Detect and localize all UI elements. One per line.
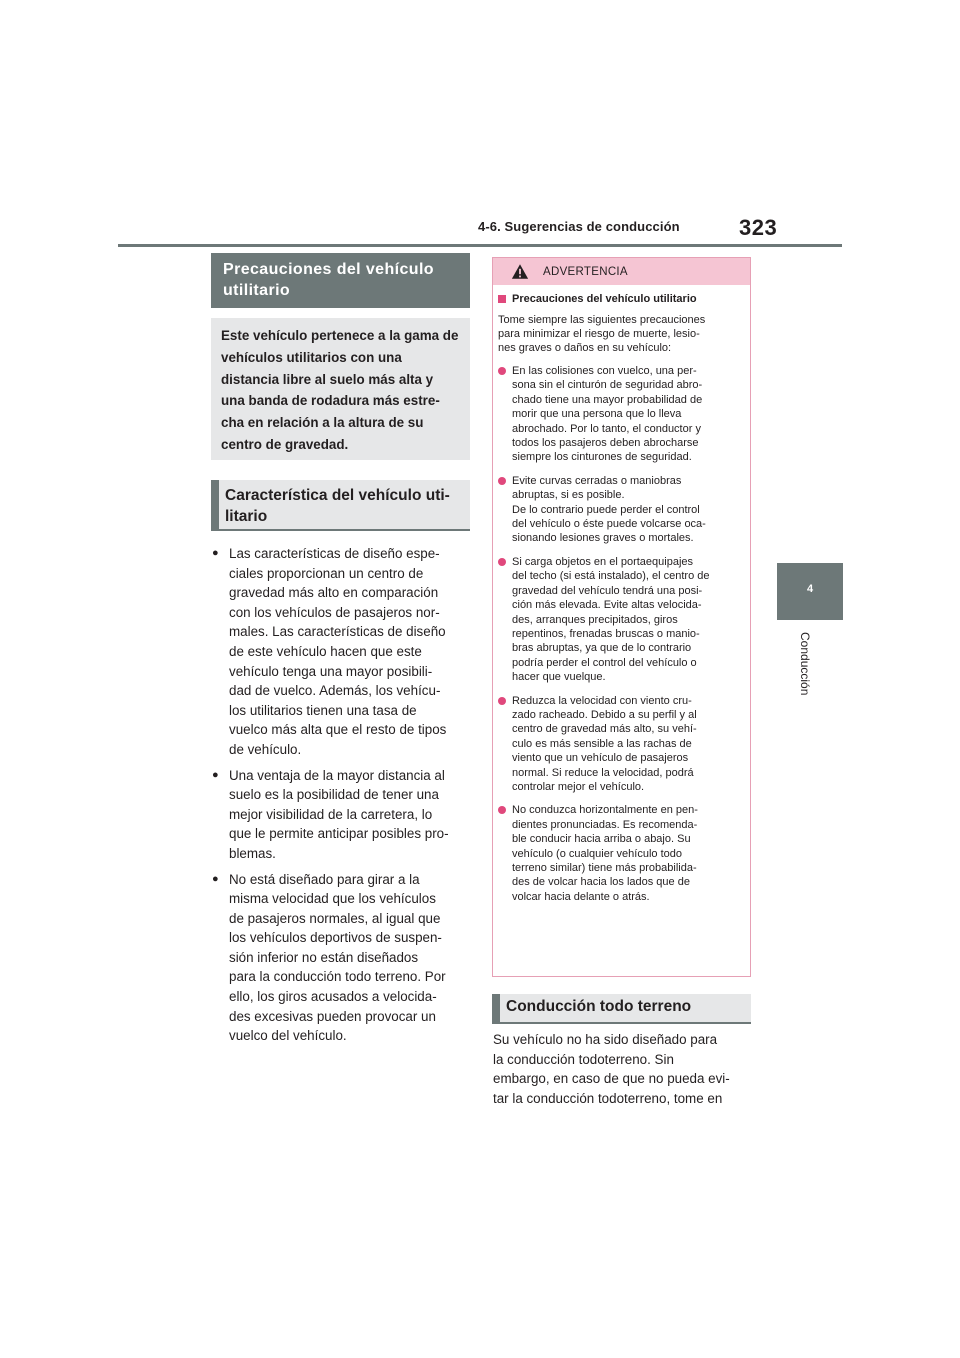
square-bullet-icon: [498, 295, 506, 303]
warning-item: [498, 803, 743, 904]
list-item-text: Las características de diseño espe- ciales proporcionan un centro de gravedad más alto en comparación con los vehículos de pasajeros nor- males. Las características de diseño de este vehículo hacen que este vehículo tenga una mayor posibili- dad de vuelco. Además, los vehícu- los utilitarios tienen una tasa de vuelco más alta que el resto de tipos de vehículo.: [229, 546, 447, 757]
warning-triangle-icon: [511, 263, 529, 280]
heading-caracteristica: Característica del vehículo uti-litario: [211, 480, 470, 531]
bullet-icon: ●: [212, 547, 219, 559]
header-divider: [118, 244, 842, 247]
heading-precauciones: Precauciones del vehículo utilitario: [211, 253, 470, 308]
warning-title: ADVERTENCIA: [543, 265, 628, 278]
warning-item-text: En las colisiones con vuelco, una per- sona sin el cinturón de seguridad abro- chado tiene una mayor probabilidad de morir que una persona que lo lleva abrochado. Por lo tanto, el conductor y todos los pasajeros deben abrocharse siempre los cinturones de seguridad.: [512, 365, 703, 464]
list-item-text: No está diseñado para girar a la misma velocidad que los vehículos de pasajeros normales, al igual que los vehículos deportivos de suspen- sión inferior no están diseñados para la conducción todo terreno. Por ello, los giros acusados a velocida- des excesivas pueden provocar un vuelco del vehículo.: [229, 871, 446, 1044]
warning-item: [498, 555, 743, 685]
warning-item-text: Si carga objetos en el portaequipajes del techo (si está instalado), el centro de gravedad del vehículo tendrá una posi- ción más elevada. Evite altas velocida- des, arranques precipitados, giros repentinos, frenadas bruscas o manio- bras abruptas, ya que de lo contrario podría perder el control del vehículo o hacer que vuelque.: [512, 555, 710, 684]
chapter-label: Conducción: [798, 632, 812, 696]
chapter-tab: 4: [777, 563, 843, 620]
warning-item: [498, 694, 743, 795]
intro-text: Este vehículo pertenece a la gama de vehículos utilitarios con una distancia libre al suelo más alta y una banda de rodadura más estre-cha en relación a la altura de su centro de gravedad.: [221, 328, 459, 452]
warning-item-text: Reduzca la velocidad con viento cru- zado racheado. Debido a su perfil y al centro de gravedad más alto, su vehí- culo es más sensible a las rachas de viento que un vehículo de pasajeros normal. Si reduce la velocidad, podrá controlar mejor el vehículo.: [512, 694, 697, 793]
warning-item: [498, 474, 743, 546]
circle-bullet-icon: [498, 803, 512, 904]
list-item-text: Una ventaja de la mayor distancia al suelo es la posibilidad de tener una mejor visibilidad de la carretera, lo que le permite anticipar posibles pro- blemas.: [229, 767, 449, 861]
bullet-icon: ●: [212, 872, 219, 885]
heading-conduccion-todo-terreno: Conducción todo terreno: [492, 994, 751, 1024]
warning-subtitle-text: Precauciones del vehículo utilitario: [512, 293, 697, 305]
body-paragraph: Su vehículo no ha sido diseñado para la conducción todoterreno. Sin embargo, en caso de que no pueda evi- tar la conducción todoterreno, tome en: [493, 1032, 730, 1106]
warning-intro: Tome siempre las siguientes precauciones para minimizar el riesgo de muerte, lesio- nes graves o daños en su vehículo:: [498, 314, 706, 354]
warning-header: [493, 258, 750, 285]
warning-item: [498, 364, 743, 465]
circle-bullet-icon: [498, 694, 512, 795]
intro-box: [211, 318, 470, 460]
bullet-list: [212, 544, 468, 1052]
bullet-icon: ●: [212, 768, 219, 781]
warning-body: [493, 285, 750, 904]
circle-bullet-icon: [498, 555, 512, 685]
circle-bullet-icon: [498, 364, 512, 465]
warning-item-text: No conduzca horizontalmente en pen- dientes pronunciadas. Es recomenda- ble conducir hacia arriba o abajo. Su vehículo (o cualquier vehículo todo terreno similar) tiene más probabilida- des de volcar hacia los lados que de volcar hacia delante o atrás.: [512, 804, 698, 903]
circle-bullet-icon: [498, 474, 512, 546]
list-item: [212, 544, 468, 760]
page-number: 323: [739, 215, 778, 240]
warning-subtitle: [498, 292, 743, 306]
list-item: [212, 766, 468, 864]
warning-box: [492, 257, 751, 977]
warning-item-text: Evite curvas cerradas o maniobras abruptas, si es posible. De lo contrario puede perder el control del vehículo o éste puede volcarse oca- sionando lesiones graves o mortales.: [512, 474, 706, 545]
list-item: [212, 870, 468, 1046]
section-title: 4-6. Sugerencias de conducción: [478, 219, 680, 234]
